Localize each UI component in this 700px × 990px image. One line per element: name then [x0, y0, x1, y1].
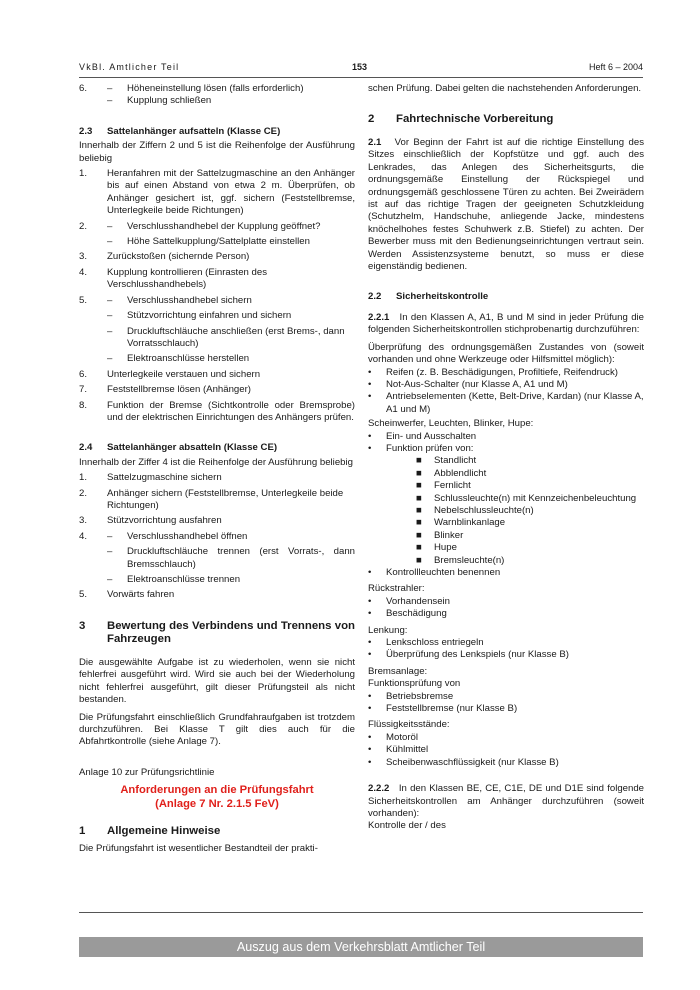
section-number: 2.2.2 — [368, 783, 390, 795]
fluid-label: Flüssigkeitsstände: — [368, 719, 450, 731]
item-text: Schlussleuchte(n) mit Kennzeichenbeleuchtung — [434, 492, 637, 504]
sub-list-item — [416, 468, 644, 480]
bullet-icon: • — [368, 366, 372, 378]
sub-list-item — [416, 480, 644, 492]
item-dash: – — [107, 325, 113, 337]
section-2-1-paragraph — [368, 137, 644, 273]
list-item — [368, 379, 644, 391]
section-2-3-heading — [79, 126, 355, 138]
section-number: 2.2 — [368, 291, 382, 303]
item-text: Reifen (z. B. Beschädigungen, Profiltiefe, Reifendruck) — [386, 366, 618, 378]
list-item — [368, 691, 644, 703]
issue-label: Heft 6 – 2004 — [588, 62, 643, 72]
anlage-label: Anlage 10 zur Prüfungsrichtlinie — [79, 766, 215, 778]
left-column — [79, 83, 355, 855]
item-text: Antriebselementen (Kette, Belt-Drive, Kardan) (nur Klasse A, A1 und M) — [386, 391, 644, 415]
right-column — [368, 83, 644, 833]
item-dash: – — [107, 220, 113, 232]
square-bullet-icon: ■ — [416, 554, 422, 566]
paragraph-text: Vor Beginn der Fahrt ist auf die richtige Einstellung des Sitzes einschließlich der Kopfstütze und ggf. auch des Lenkrades, das Anlegen des Sicherheitsgurts, die ordnungsgemäße Einstellung der Rückspiegel und ordnungsgemäß geschlossene Türen zu achten. Bei Zweirädern ist auf das richtige Tragen der geeigneten Schutzkleidung (Schutzhelm, Handschuhe, anliegende Jacke, mindestens knöchelhohes festes Schuhwerk z.B. Stiefel) zu achten. Der Bewerber muss mit den Bedienungseinrichtungen vertraut sein. Werden Assistenzsysteme benutzt, so muss er diese eigenständig bedienen. — [368, 137, 644, 273]
item-dash: – — [107, 574, 113, 585]
item-text: Druckluftschläuche trennen (erst Vorrats-, dann Bremsschlauch) — [127, 546, 355, 570]
item-text: Überprüfung des Lenkspiels (nur Klasse B) — [386, 649, 569, 661]
list-item — [79, 531, 355, 543]
item-number: 5. — [79, 589, 88, 601]
item-text: Höhe Sattelkupplung/Sattelplatte einstellen — [127, 236, 310, 248]
section-2-2-1-paragraph — [368, 312, 644, 337]
list-item — [79, 295, 355, 307]
list-item — [79, 400, 355, 425]
item-text: Vorwärts fahren — [107, 589, 175, 601]
item-text: Betriebsbremse — [386, 690, 454, 702]
item-dash: – — [107, 546, 113, 558]
item-number: 4. — [79, 530, 88, 542]
list-item — [107, 310, 355, 322]
sub-list-item — [416, 555, 644, 567]
item-text: Verschlusshandhebel öffnen — [127, 530, 248, 542]
section-title: Sattelanhänger aufsatteln (Klasse CE) — [107, 125, 281, 137]
bullet-icon: • — [368, 690, 372, 702]
list-item — [79, 369, 355, 381]
item-dash: – — [107, 294, 113, 306]
item-text: Zurückstoßen (sichernde Person) — [107, 251, 250, 263]
item-text: Druckluftschläuche anschließen (erst Brems-, dann Vorratsschlauch) — [127, 325, 345, 349]
red-subtitle-line: (Anlage 7 Nr. 2.1.5 FeV) — [155, 797, 279, 810]
section-2-heading — [368, 113, 644, 127]
paragraph-text: In den Klassen BE, CE, C1E, DE und D1E sind folgende Sicherheitskontrollen am Anhänger durchzuführen (soweit vorhanden): — [368, 783, 645, 819]
item-dash: – — [107, 83, 113, 94]
section-2-4-heading — [79, 442, 355, 454]
square-bullet-icon: ■ — [416, 529, 422, 541]
list-item — [79, 488, 355, 513]
item-text: Blinker — [434, 529, 464, 541]
section-number: 2.1 — [368, 137, 382, 148]
item-text: Kupplung kontrollieren (Einrasten des Verschlusshandhebels) — [107, 266, 267, 291]
item-number: 2. — [79, 487, 88, 499]
list-item — [79, 472, 355, 484]
square-bullet-icon: ■ — [416, 492, 422, 504]
list-item — [368, 431, 644, 443]
list-item — [79, 83, 355, 95]
section-number: 1 — [79, 825, 86, 838]
item-text: Sattelzugmaschine sichern — [107, 472, 222, 484]
item-text: Lenkschloss entriegeln — [386, 637, 484, 649]
square-bullet-icon: ■ — [416, 467, 422, 479]
item-text: Warnblinkanlage — [434, 517, 506, 529]
bullet-icon: • — [368, 378, 372, 390]
item-text: Unterlegkeile verstauen und sichern — [107, 368, 261, 380]
section-3-paragraph: Die ausgewählte Aufgabe ist zu wiederholen, wenn sie nicht fehlerfrei ausgeführt wird. Wird sie auch bei der Wiederholung nicht fehlerfrei ausgeführt, gilt dieser Prüfungsteil als nicht bestanden. — [79, 657, 355, 706]
section-number: 2 — [368, 113, 375, 126]
section-2-2-heading — [368, 291, 644, 303]
bullet-icon: • — [368, 756, 372, 768]
item-number: 1. — [79, 472, 88, 484]
bullet-icon: • — [368, 744, 372, 756]
item-number: 2. — [79, 220, 88, 232]
square-bullet-icon: ■ — [416, 455, 422, 467]
list-item — [368, 567, 644, 579]
list-item — [368, 649, 644, 661]
section-title: Bewertung des Verbindens und Trennens von Fahrzeugen — [107, 619, 355, 646]
list-item — [368, 443, 644, 455]
section-2-4-intro: Innerhalb der Ziffer 4 ist die Reihenfolge der Ausführung beliebig — [79, 456, 353, 468]
check-intro: Überprüfung des ordnungsgemäßen Zustandes von (soweit vorhanden und ohne Werkzeuge oder Hilfsmittel möglich): — [368, 341, 644, 366]
page-header — [79, 62, 643, 76]
item-number: 3. — [79, 251, 88, 263]
square-bullet-icon: ■ — [416, 517, 422, 529]
item-text: Kontrollleuchten benennen — [386, 567, 501, 578]
bullet-icon: • — [368, 608, 372, 620]
item-text: Scheibenwaschflüssigkeit (nur Klasse B) — [386, 756, 559, 768]
item-text: Vorhandensein — [386, 595, 451, 607]
list-item — [368, 637, 644, 649]
section-title: Sicherheitskontrolle — [396, 291, 489, 303]
bullet-icon: • — [368, 731, 372, 743]
item-text: Verschlusshandhebel der Kupplung geöffnet? — [127, 220, 321, 232]
item-text: Motoröl — [386, 731, 418, 743]
bullet-icon: • — [368, 703, 372, 715]
item-number: 6. — [79, 368, 88, 380]
section-2-2-2-paragraph — [368, 783, 644, 820]
square-bullet-icon: ■ — [416, 504, 422, 516]
item-dash: – — [107, 236, 113, 248]
header-rule — [79, 77, 643, 78]
item-text: Heranfahren mit der Sattelzugmaschine an den Anhänger bis auf einen Abstand von etwa 2 m. Überprüfen, ob Anhänger gesichert ist, ggf. sichern (Feststellbremse, Unterlegkeile beide Richtungen) — [107, 168, 355, 217]
list-item — [107, 95, 355, 107]
list-item — [368, 732, 644, 744]
section-title: Sattelanhänger absatteln (Klasse CE) — [107, 442, 278, 454]
item-number: 3. — [79, 515, 88, 527]
item-text: Feststellbremse (nur Klasse B) — [386, 703, 518, 715]
list-item — [368, 596, 644, 608]
section-1-paragraph: Die Prüfungsfahrt ist wesentlicher Bestandteil der prakti- — [79, 842, 318, 854]
item-text: Bremsleuchte(n) — [434, 554, 505, 566]
item-text: Feststellbremse lösen (Anhänger) — [107, 384, 251, 396]
item-number: 7. — [79, 384, 88, 396]
section-number: 3 — [79, 619, 86, 632]
item-text: Kühlmittel — [386, 744, 429, 756]
section-1-heading — [79, 825, 355, 839]
section-2-3-intro: Innerhalb der Ziffern 2 und 5 ist die Reihenfolge der Ausführung beliebig — [79, 140, 355, 164]
list-item — [368, 367, 644, 379]
sub-list-item — [416, 517, 644, 529]
bullet-icon: • — [368, 567, 372, 578]
list-item — [107, 326, 355, 351]
list-item — [79, 589, 355, 601]
sub-list-item — [416, 455, 644, 467]
item-text: Anhänger sichern (Feststellbremse, Unterlegkeile beide Richtungen) — [107, 487, 344, 511]
paragraph-text: In den Klassen A, A1, B und M sind in jeder Prüfung die folgenden Sicherheitskontrollen stichprobenartig durchzuführen: — [368, 311, 644, 336]
section-2-2-2-tail: Kontrolle der / des — [368, 820, 446, 832]
item-text: Abblendlicht — [434, 467, 487, 479]
item-text: Kupplung schließen — [127, 95, 212, 107]
brems-sublabel: Funktionsprüfung von — [368, 678, 461, 690]
list-item — [79, 267, 355, 292]
section-number: 2.4 — [79, 442, 93, 454]
section-title: Allgemeine Hinweise — [107, 825, 221, 838]
page-number: 153 — [352, 62, 368, 72]
item-text: Fernlicht — [434, 480, 471, 492]
item-text: Elektroanschlüsse herstellen — [127, 353, 250, 365]
section-3-paragraph: Die Prüfungsfahrt einschließlich Grundfahraufgaben ist trotzdem durchzuführen. Bei Klasse T gilt dies auch für die Abfahrtkontrolle (siehe Anlage 7). — [79, 711, 355, 748]
list-item — [107, 574, 355, 586]
bullet-icon: • — [368, 430, 372, 442]
bullet-icon: • — [368, 649, 372, 661]
section-number: 2.3 — [79, 125, 93, 137]
list-item — [368, 391, 644, 416]
list-item — [368, 744, 644, 756]
square-bullet-icon: ■ — [416, 480, 422, 492]
sub-list-item — [416, 542, 644, 554]
section-title: Fahrtechnische Vorbereitung — [396, 113, 554, 126]
item-text: Standlicht — [434, 455, 477, 467]
list-item — [107, 236, 355, 248]
list-item — [79, 515, 355, 527]
item-text: Beschädigung — [386, 608, 447, 620]
item-number: 4. — [79, 266, 88, 278]
brems-label: Bremsanlage: — [368, 665, 428, 677]
list-item — [368, 608, 644, 620]
list-item — [79, 168, 355, 218]
square-bullet-icon: ■ — [416, 542, 422, 554]
lenk-label: Lenkung: — [368, 624, 408, 636]
item-text: Elektroanschlüsse trennen — [127, 574, 241, 585]
sub-list-item — [416, 493, 644, 505]
bullet-icon: • — [368, 442, 372, 454]
item-text: Verschlusshandhebel sichern — [127, 294, 252, 306]
bullet-icon: • — [368, 637, 372, 649]
item-text: Not-Aus-Schalter (nur Klasse A, A1 und M) — [386, 378, 568, 390]
item-text: Funktion der Bremse (Sichtkontrolle oder Bremsprobe) und der elektrischen Einrichtungen des Anhängers prüfen. — [107, 399, 355, 423]
sub-list-item — [416, 530, 644, 542]
list-item — [79, 221, 355, 233]
item-text: Hupe — [434, 542, 457, 554]
footer-rule — [79, 912, 643, 913]
list-item — [79, 251, 355, 263]
item-text: Funktion prüfen von: — [386, 442, 474, 454]
continuation-text: schen Prüfung. Dabei gelten die nachstehenden Anforderungen. — [368, 83, 642, 94]
lights-label: Scheinwerfer, Leuchten, Blinker, Hupe: — [368, 418, 534, 430]
item-dash: – — [107, 530, 113, 542]
item-text: Stützvorrichtung ausfahren — [107, 515, 222, 527]
rueck-label: Rückstrahler: — [368, 583, 425, 595]
list-item — [79, 384, 355, 396]
section-3-heading — [79, 620, 355, 647]
bullet-icon: • — [368, 391, 372, 403]
list-item — [368, 703, 644, 715]
section-number: 2.2.1 — [368, 311, 390, 323]
item-number: 1. — [79, 168, 88, 180]
item-text: Ein- und Ausschalten — [386, 430, 477, 442]
list-item — [107, 353, 355, 365]
item-text: Nebelschlussleuchte(n) — [434, 504, 534, 516]
list-item — [368, 757, 644, 769]
journal-name: VkBl. Amtlicher Teil — [79, 62, 180, 72]
red-title-line: Anforderungen an die Prüfungsfahrt — [120, 784, 314, 797]
item-number: 6. — [79, 83, 88, 94]
sub-list-item — [416, 505, 644, 517]
item-dash: – — [107, 95, 113, 107]
item-number: 5. — [79, 294, 88, 306]
footer-banner: Auszug aus dem Verkehrsblatt Amtlicher Teil — [79, 937, 643, 957]
bullet-icon: • — [368, 595, 372, 607]
item-number: 8. — [79, 399, 88, 411]
item-text: Stützvorrichtung einfahren und sichern — [127, 310, 292, 322]
list-item — [107, 546, 355, 571]
item-dash: – — [107, 310, 113, 322]
item-text: Höheneinstellung lösen (falls erforderlich) — [127, 83, 304, 94]
item-dash: – — [107, 353, 113, 365]
